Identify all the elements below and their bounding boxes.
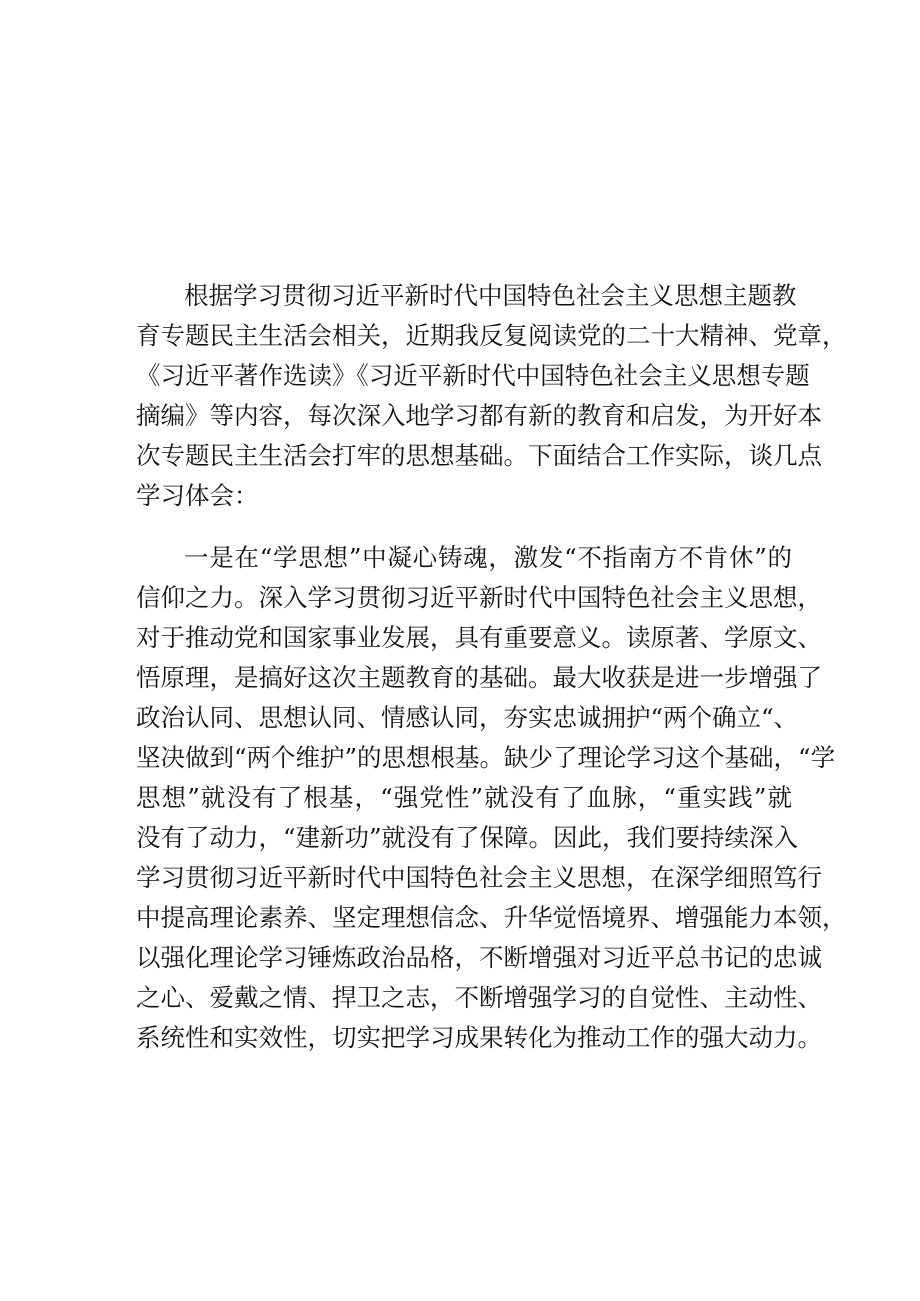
- paragraph-line: 悟原理，是搞好这次主题教育的基础。最大收获是进一步增强了: [136, 663, 822, 692]
- paragraph-spacer: [136, 516, 792, 538]
- paragraph-line: 以强化理论学习锤炼政治品格，不断增强对习近平总书记的忠诚: [136, 943, 822, 972]
- document-body: [136, 276, 847, 1058]
- paragraph-line: 中提高理论素养、坚定理想信念、升华觉悟境界、增强能力本领，: [136, 903, 847, 932]
- paragraph-line: 次专题民主生活会打牢的思想基础。下面结合工作实际，谈几点: [136, 441, 822, 470]
- paragraph-intro: [136, 276, 847, 516]
- paragraph-line: 学习贯彻习近平新时代中国特色社会主义思想，在深学细照笃行: [136, 863, 822, 892]
- paragraph-line: 摘编》等内容，每次深入地学习都有新的教育和启发，为开好本: [136, 401, 822, 430]
- paragraph-line: 信仰之力。深入学习贯彻习近平新时代中国特色社会主义思想，: [136, 583, 822, 612]
- paragraph-line: 《习近平著作选读》《习近平新时代中国特色社会主义思想专题: [136, 361, 810, 390]
- paragraph-line: 之心、爱戴之情、捍卫之志，不断增强学习的自觉性、主动性、: [136, 983, 822, 1012]
- paragraph-line: 育专题民主生活会相关，近期我反复阅读党的二十大精神、党章，: [136, 321, 847, 350]
- paragraph-line: 学习体会：: [136, 481, 259, 510]
- paragraph-line: 一是在“学思想”中凝心铸魂，激发“不指南方不肯休”的: [184, 543, 792, 572]
- paragraph-line: 对于推动党和国家事业发展，具有重要意义。读原著、学原文、: [136, 623, 822, 652]
- paragraph-line: 系统性和实效性，切实把学习成果转化为推动工作的强大动力。: [136, 1023, 822, 1052]
- paragraph-line: 坚决做到“两个维护”的思想根基。缺少了理论学习这个基础，“学: [136, 743, 836, 772]
- paragraph-line: 政治认同、思想认同、情感认同，夯实忠诚拥护“两个确立“、: [136, 703, 799, 732]
- paragraph-line: 思想”就没有了根基，“强党性”就没有了血脉，“重实践”就: [136, 783, 792, 812]
- paragraph-line: 根据学习贯彻习近平新时代中国特色社会主义思想主题教: [184, 281, 797, 310]
- paragraph-point-one: [136, 538, 847, 1058]
- paragraph-line: 没有了动力，“建新功”就没有了保障。因此，我们要持续深入: [136, 823, 799, 852]
